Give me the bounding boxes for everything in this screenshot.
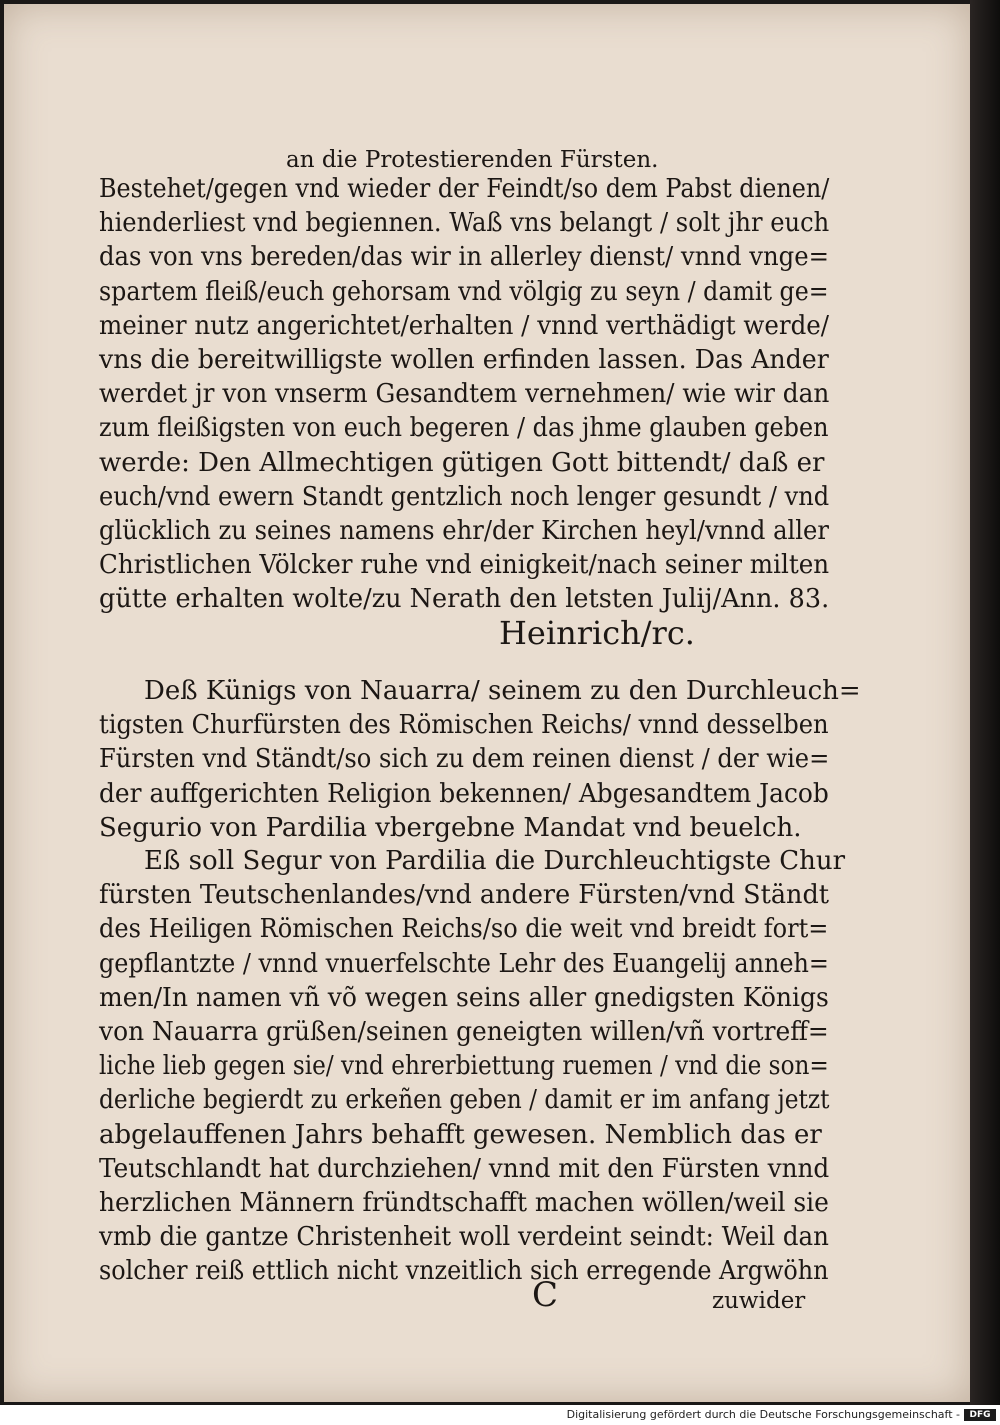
text-line: gütte erhalten wolte/zu Nerath den letsten Julij/Ann. 83. xyxy=(99,584,830,615)
text-line: von Nauarra grüßen/seinen geneigten willen/vñ vortreff= xyxy=(99,1017,829,1047)
signature: Heinrich/rc. xyxy=(499,614,695,652)
text-line: Bestehet/gegen vnd wieder der Feindt/so dem Pabst dienen/ xyxy=(99,174,830,204)
text-line: solcher reiß ettlich nicht vnzeitlich sich erregende Argwöhn xyxy=(99,1256,829,1287)
text-line: gepflantzte / vnnd vnuerfelschte Lehr des Euangelij anneh= xyxy=(99,948,829,979)
text-line: fürsten Teutschenlandes/vnd andere Fürsten/vnd Ständt xyxy=(99,880,830,911)
text-line: werdet jr von vnserm Gesandtem vernehmen/ wie wir dan xyxy=(99,379,830,410)
book-spine-edge xyxy=(970,0,1000,1405)
text-line: herzlichen Männern fründtschafft machen wöllen/weil sie xyxy=(99,1188,829,1218)
text-line: vmb die gantze Christenheit woll verdeint seindt: Weil dan xyxy=(99,1222,829,1253)
text-line: glücklich zu seines namens ehr/der Kirchen heyl/vnnd aller xyxy=(99,516,829,546)
text-line: zum fleißigsten von euch begeren / das jhme glauben geben xyxy=(99,413,829,444)
text-line: Eß soll Segur von Pardilia die Durchleuchtigste Chur xyxy=(144,846,846,876)
dfg-logo: DFG xyxy=(964,1409,996,1421)
text-line: das von vns bereden/das wir in allerley dienst/ vnnd vnge= xyxy=(99,242,829,273)
book-page xyxy=(4,4,970,1402)
text-line: vns die bereitwilligste wollen erfinden lassen. Das Ander xyxy=(99,345,829,375)
text-line: euch/vnd ewern Standt gentzlich noch lenger gesundt / vnd xyxy=(99,481,830,512)
text-line: Teutschlandt hat durchziehen/ vnnd mit den Fürsten vnnd xyxy=(99,1153,830,1184)
text-line: Segurio von Pardilia vbergebne Mandat vnd beuelch. xyxy=(99,812,802,843)
text-line: werde: Den Allmechtigen gütigen Gott bittendt/ daß er xyxy=(99,447,825,478)
text-line: meiner nutz angerichtet/erhalten / vnnd verthädigt werde/ xyxy=(99,310,830,341)
text-line: Fürsten vnd Ständt/so sich zu dem reinen dienst / der wie= xyxy=(99,744,830,775)
text-line: Christlichen Völcker ruhe vnd einigkeit/nach seiner milten xyxy=(99,550,830,581)
funding-notice: Digitalisierung gefördert durch die Deutsche Forschungsgemeinschaft - xyxy=(566,1408,960,1421)
running-head: an die Protestierenden Fürsten. xyxy=(286,147,659,173)
text-line: derliche begierdt zu erkeñen geben / damit er im anfang jetzt xyxy=(99,1085,830,1116)
text-line: men/In namen vñ võ wegen seins aller gnedigsten Königs xyxy=(99,982,829,1013)
text-line: der auffgerichten Religion bekennen/ Abgesandtem Jacob xyxy=(99,778,829,809)
text-line: hienderliest vnd begiennen. Waß vns belangt / solt jhr euch xyxy=(99,208,830,239)
text-line: des Heiligen Römischen Reichs/so die weit vnd breidt fort= xyxy=(99,914,829,945)
text-line: liche lieb gegen sie/ vnd ehrerbiettung ruemen / vnd die son= xyxy=(99,1051,829,1082)
footer-bar xyxy=(0,1405,1000,1425)
text-line: tigsten Churfürsten des Römischen Reichs/ vnnd desselben xyxy=(99,710,829,741)
text-line: Deß Künigs von Nauarra/ seinem zu den Durchleuch= xyxy=(144,676,861,706)
catchword: zuwider xyxy=(712,1288,806,1314)
text-line: spartem fleiß/euch gehorsam vnd völgig zu seyn / damit ge= xyxy=(99,276,829,307)
text-line: abgelauffenen Jahrs behafft gewesen. Nemblich das er xyxy=(99,1119,822,1150)
signature-mark: C xyxy=(532,1275,559,1315)
